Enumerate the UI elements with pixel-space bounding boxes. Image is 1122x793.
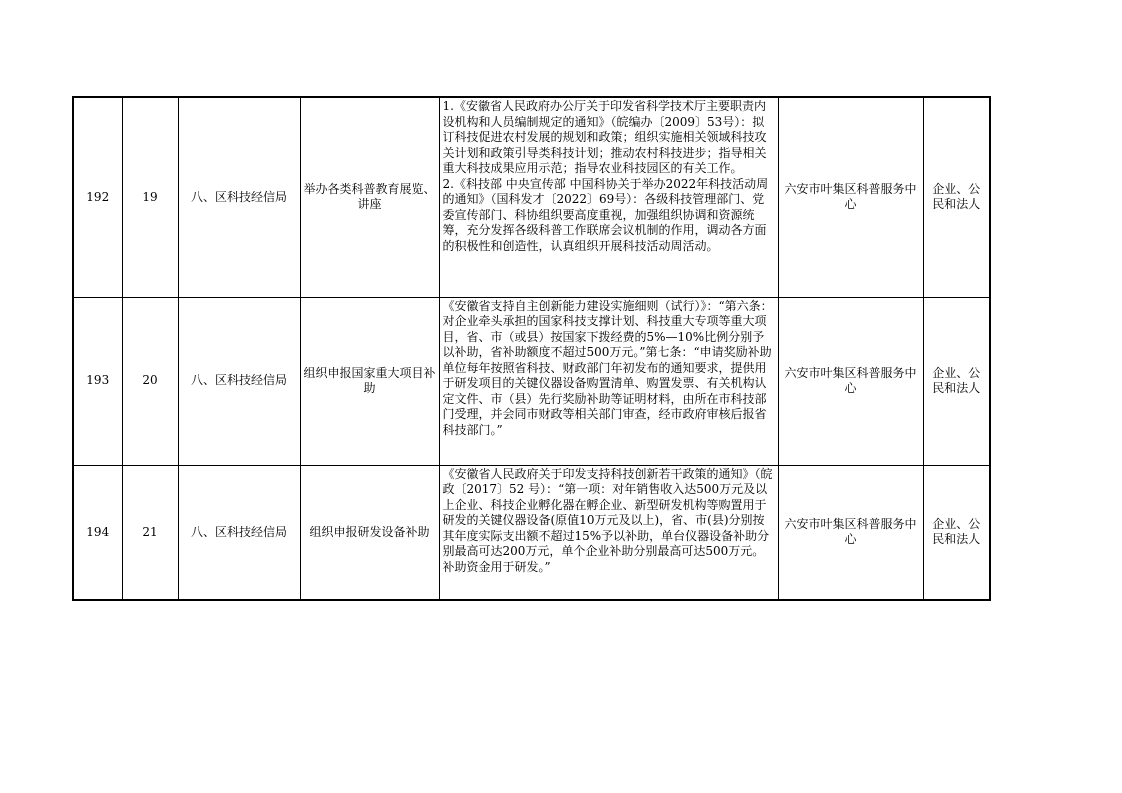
sub-seq-cell: 19	[122, 97, 178, 297]
item-cell: 举办各类科普教育展览、讲座	[300, 97, 439, 297]
agency-cell: 六安市叶集区科普服务中心	[778, 297, 923, 465]
seq-cell: 194	[73, 465, 122, 600]
table-row	[73, 465, 990, 600]
basis-cell: 1.《安徽省人民政府办公厅关于印发省科学技术厅主要职责内设机构和人员编制规定的通知》（皖编办〔2009〕53号）：拟订科技促进农村发展的规划和政策；组织实施相关领域科技攻关计划和政策引导类科技计划；推动农村科技进步；指导相关重大科技成果应用示范；指导农业科技园区的有关工作。 2.《科技部 中央宣传部 中国科协关于举办2022年科技活动周的通知》（国科发才〔2022〕69号）：各级科技管理部门、党委宣传部门、科协组织要高度重视，加强组织协调和资源统筹，充分发挥各级科普工作联席会议机制的作用，调动各方面的积极性和创造性，认真组织开展科技活动周活动。	[439, 97, 778, 297]
service-table	[72, 96, 991, 601]
seq-cell: 192	[73, 97, 122, 297]
target-cell: 企业、公民和法人	[923, 297, 990, 465]
department-cell: 八、区科技经信局	[178, 97, 300, 297]
basis-cell: 《安徽省支持自主创新能力建设实施细则（试行）》：“第六条：对企业牵头承担的国家科技支撑计划、科技重大专项等重大项目，省、市（或县）按国家下拨经费的5%—10%比例分别予以补助，省补助额度不超过500万元。”第七条：“申请奖励补助单位每年按照省科技、财政部门年初发布的通知要求，提供用于研发项目的关键仪器设备购置清单、购置发票、有关机构认定文件、市（县）先行奖励补助等证明材料，由所在市科技部门受理，并会同市财政等相关部门审查，经市政府审核后报省科技部门。”	[439, 297, 778, 465]
sub-seq-cell: 20	[122, 297, 178, 465]
department-cell: 八、区科技经信局	[178, 297, 300, 465]
item-cell: 组织申报国家重大项目补助	[300, 297, 439, 465]
target-cell: 企业、公民和法人	[923, 97, 990, 297]
table-row	[73, 97, 990, 297]
agency-cell: 六安市叶集区科普服务中心	[778, 465, 923, 600]
basis-cell: 《安徽省人民政府关于印发支持科技创新若干政策的通知》（皖政〔2017〕52 号）：“第一项：对年销售收入达500万元及以上企业、科技企业孵化器在孵企业、新型研发机构等购置用于研发的关键仪器设备(原值10万元及以上)，省、市(县)分别按其年度实际支出额不超过15%予以补助，单台仪器设备补助分别最高可达200万元，单个企业补助分别最高可达500万元。补助资金用于研发。”	[439, 465, 778, 600]
table-row	[73, 297, 990, 465]
agency-cell: 六安市叶集区科普服务中心	[778, 97, 923, 297]
seq-cell: 193	[73, 297, 122, 465]
item-cell: 组织申报研发设备补助	[300, 465, 439, 600]
target-cell: 企业、公民和法人	[923, 465, 990, 600]
department-cell: 八、区科技经信局	[178, 465, 300, 600]
sub-seq-cell: 21	[122, 465, 178, 600]
